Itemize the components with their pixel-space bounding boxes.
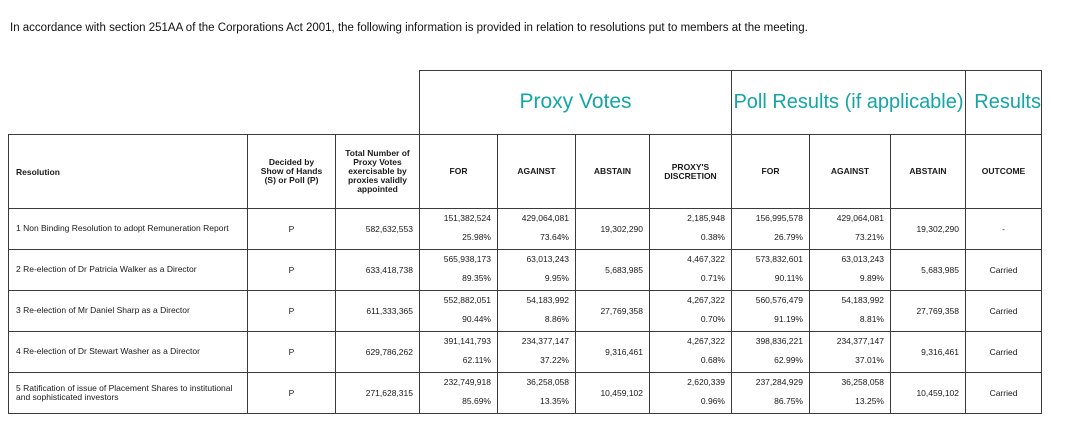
proxy-for-cell-percent: 90.44%: [462, 314, 491, 324]
resolution-cell: 5 Ratification of issue of Placement Shares to institutional and sophisticated investors: [9, 373, 248, 414]
proxy-for-cell: [420, 209, 498, 250]
poll-for-cell-count: 573,832,601: [755, 254, 803, 264]
outcome-cell: Carried: [966, 291, 1042, 332]
col-proxy-against: AGAINST: [498, 135, 576, 209]
proxy-against-cell: [498, 209, 576, 250]
proxy-against-cell: [498, 250, 576, 291]
proxy-against-cell-percent: 13.35%: [540, 396, 569, 406]
proxy-for-cell-percent: 85.69%: [462, 396, 491, 406]
proxy-discretion-cell: [650, 332, 732, 373]
poll-against-cell-count: 234,377,147: [836, 336, 884, 346]
poll-abstain-cell: 10,459,102: [891, 373, 966, 414]
poll-for-cell-percent: 86.75%: [774, 396, 803, 406]
poll-for-cell-percent: 26.79%: [774, 232, 803, 242]
column-header-row: [9, 135, 1042, 209]
proxy-for-cell-percent: 62.11%: [462, 355, 491, 365]
proxy-discretion-cell-percent: 0.96%: [700, 396, 725, 406]
poll-abstain-cell: 5,683,985: [891, 250, 966, 291]
proxy-abstain-cell: 27,769,358: [576, 291, 650, 332]
resolution-cell: 2 Re-election of Dr Patricia Walker as a Director: [9, 250, 248, 291]
proxy-against-cell-count: 234,377,147: [521, 336, 569, 346]
outcome-cell: Carried: [966, 373, 1042, 414]
resolution-cell: 4 Re-election of Dr Stewart Washer as a Director: [9, 332, 248, 373]
table-row: [9, 209, 1042, 250]
proxy-for-cell-count: 151,382,524: [443, 213, 491, 223]
poll-for-cell-percent: 91.19%: [774, 314, 803, 324]
proxy-against-cell-count: 429,064,081: [521, 213, 569, 223]
poll-against-cell: [810, 332, 891, 373]
decided-cell: P: [248, 373, 336, 414]
table-row: [9, 250, 1042, 291]
total-votes-cell: 629,786,262: [336, 332, 420, 373]
proxy-for-cell-percent: 25.98%: [462, 232, 491, 242]
proxy-for-cell-count: 232,749,918: [443, 377, 491, 387]
proxy-for-cell: [420, 373, 498, 414]
poll-for-cell: [732, 291, 810, 332]
proxy-for-cell-percent: 89.35%: [462, 273, 491, 283]
proxy-for-cell: [420, 291, 498, 332]
table-row: [9, 373, 1042, 414]
total-votes-cell: 582,632,553: [336, 209, 420, 250]
proxy-discretion-cell: [650, 291, 732, 332]
poll-abstain-cell: 27,769,358: [891, 291, 966, 332]
outcome-cell: -: [966, 209, 1042, 250]
proxy-for-cell: [420, 332, 498, 373]
poll-for-cell-count: 237,284,929: [755, 377, 803, 387]
proxy-for-cell: [420, 250, 498, 291]
proxy-against-cell: [498, 373, 576, 414]
resolution-cell: 1 Non Binding Resolution to adopt Remuneration Report: [9, 209, 248, 250]
decided-cell: P: [248, 209, 336, 250]
poll-abstain-cell: 9,316,461: [891, 332, 966, 373]
poll-against-cell-count: 36,258,058: [841, 377, 884, 387]
poll-abstain-cell: 19,302,290: [891, 209, 966, 250]
col-total: Total Number of Proxy Votes exercisable by proxies validly appointed: [336, 135, 420, 209]
poll-results-header: Poll Results (if applicable): [732, 71, 966, 135]
col-resolution: Resolution: [9, 135, 248, 209]
poll-against-cell-percent: 13.25%: [855, 396, 884, 406]
poll-for-cell-count: 398,836,221: [755, 336, 803, 346]
poll-against-cell: [810, 209, 891, 250]
poll-against-cell-percent: 9.89%: [859, 273, 884, 283]
poll-against-cell: [810, 250, 891, 291]
col-poll-abstain: ABSTAIN: [891, 135, 966, 209]
poll-against-cell-count: 63,013,243: [841, 254, 884, 264]
proxy-discretion-cell-percent: 0.38%: [700, 232, 725, 242]
poll-against-cell-percent: 73.21%: [855, 232, 884, 242]
col-proxy-for: FOR: [420, 135, 498, 209]
proxy-against-cell-count: 54,183,992: [526, 295, 569, 305]
decided-cell: P: [248, 291, 336, 332]
intro-paragraph: In accordance with section 251AA of the Corporations Act 2001, the following information is provided in relation to resolutions put to members at the meeting.: [10, 22, 808, 34]
proxy-against-cell-count: 36,258,058: [526, 377, 569, 387]
decided-cell: P: [248, 332, 336, 373]
poll-for-cell: [732, 373, 810, 414]
proxy-discretion-cell: [650, 250, 732, 291]
proxy-discretion-cell-percent: 0.70%: [700, 314, 725, 324]
resolution-cell: 3 Re-election of Mr Daniel Sharp as a Director: [9, 291, 248, 332]
table-row: [9, 291, 1042, 332]
proxy-against-cell-count: 63,013,243: [526, 254, 569, 264]
proxy-abstain-cell: 9,316,461: [576, 332, 650, 373]
proxy-discretion-cell-count: 4,467,322: [687, 254, 725, 264]
col-outcome: OUTCOME: [966, 135, 1042, 209]
proxy-abstain-cell: 5,683,985: [576, 250, 650, 291]
poll-for-cell: [732, 209, 810, 250]
proxy-discretion-cell-count: 2,620,339: [687, 377, 725, 387]
outcome-cell: Carried: [966, 332, 1042, 373]
proxy-for-cell-count: 565,938,173: [443, 254, 491, 264]
poll-for-cell-percent: 62.99%: [774, 355, 803, 365]
total-votes-cell: 633,418,738: [336, 250, 420, 291]
proxy-for-cell-count: 552,882,051: [443, 295, 491, 305]
proxy-votes-header: Proxy Votes: [420, 71, 732, 135]
proxy-discretion-cell: [650, 209, 732, 250]
col-proxy-abstain: ABSTAIN: [576, 135, 650, 209]
results-header: Results: [966, 71, 1042, 135]
col-decided: Decided by Show of Hands (S) or Poll (P): [248, 135, 336, 209]
outcome-cell: Carried: [966, 250, 1042, 291]
proxy-against-cell: [498, 332, 576, 373]
proxy-abstain-cell: 19,302,290: [576, 209, 650, 250]
proxy-discretion-cell-count: 2,185,948: [687, 213, 725, 223]
proxy-discretion-cell: [650, 373, 732, 414]
poll-against-cell-count: 429,064,081: [836, 213, 884, 223]
proxy-discretion-cell-count: 4,267,322: [687, 295, 725, 305]
total-votes-cell: 611,333,365: [336, 291, 420, 332]
proxy-abstain-cell: 10,459,102: [576, 373, 650, 414]
poll-for-cell: [732, 332, 810, 373]
col-poll-for: FOR: [732, 135, 810, 209]
poll-for-cell-percent: 90.11%: [774, 273, 803, 283]
poll-against-cell-percent: 37.01%: [855, 355, 884, 365]
poll-against-cell-count: 54,183,992: [841, 295, 884, 305]
poll-against-cell: [810, 291, 891, 332]
proxy-against-cell-percent: 9.95%: [544, 273, 569, 283]
proxy-against-cell-percent: 73.64%: [540, 232, 569, 242]
col-proxy-discretion: PROXY'S DISCRETION: [650, 135, 732, 209]
proxy-discretion-cell-percent: 0.71%: [700, 273, 725, 283]
poll-against-cell: [810, 373, 891, 414]
proxy-discretion-cell-count: 4,267,322: [687, 336, 725, 346]
group-header-row: [9, 71, 1042, 135]
proxy-for-cell-count: 391,141,793: [443, 336, 491, 346]
proxy-against-cell: [498, 291, 576, 332]
total-votes-cell: 271,628,315: [336, 373, 420, 414]
decided-cell: P: [248, 250, 336, 291]
poll-for-cell-count: 560,576,479: [755, 295, 803, 305]
proxy-against-cell-percent: 37.22%: [540, 355, 569, 365]
resolutions-table: [8, 70, 1042, 414]
table-row: [9, 332, 1042, 373]
col-poll-against: AGAINST: [810, 135, 891, 209]
poll-for-cell: [732, 250, 810, 291]
proxy-discretion-cell-percent: 0.68%: [700, 355, 725, 365]
poll-against-cell-percent: 8.81%: [859, 314, 884, 324]
poll-for-cell-count: 156,995,578: [755, 213, 803, 223]
proxy-against-cell-percent: 8.86%: [544, 314, 569, 324]
